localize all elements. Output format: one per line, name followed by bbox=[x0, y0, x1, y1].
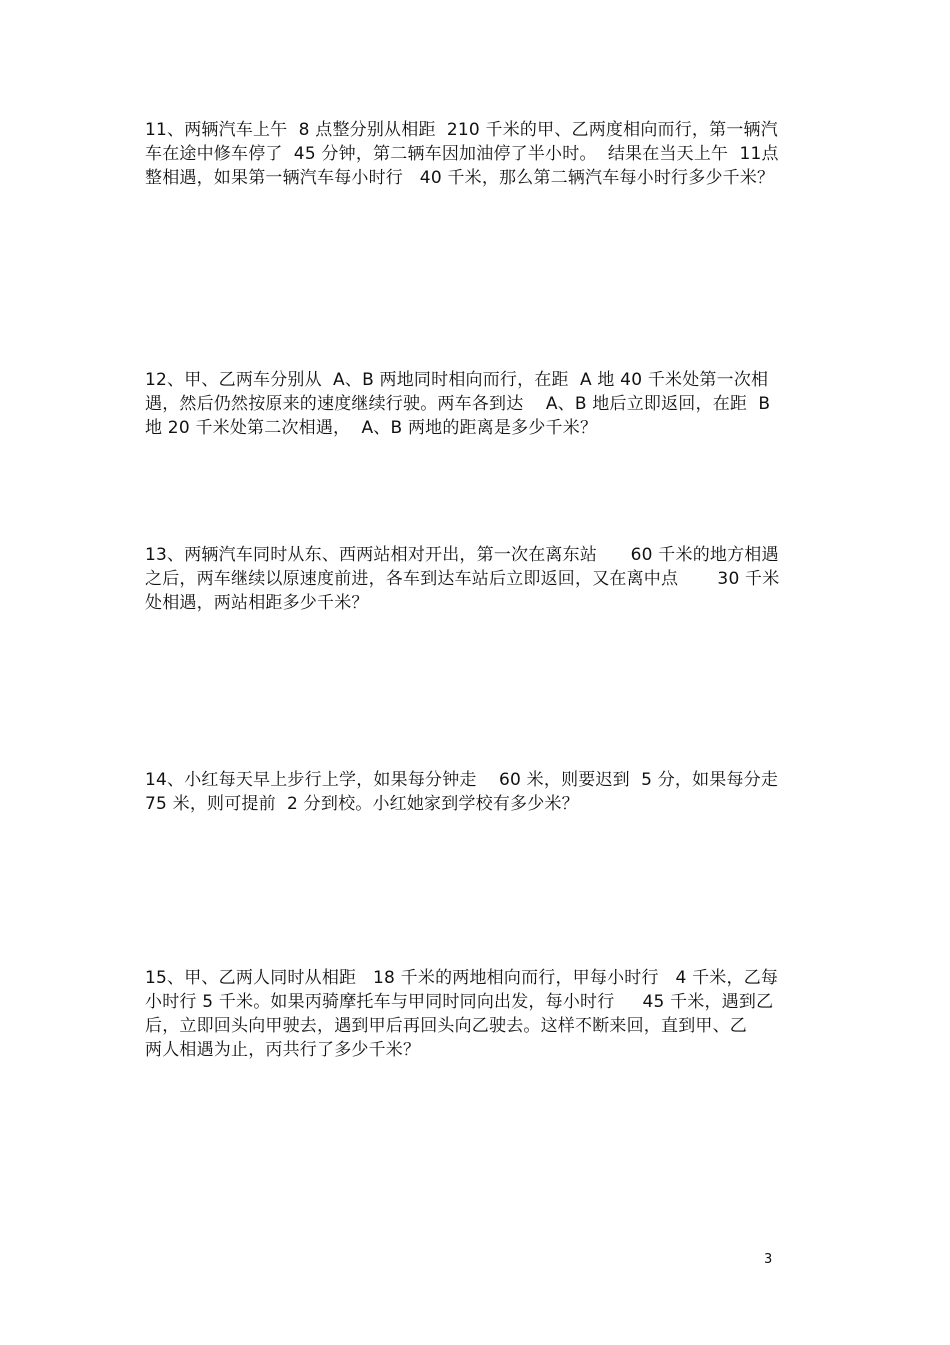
problem-15-line-4: 两人相遇为止，丙共行了多少千米？ bbox=[145, 1040, 421, 1060]
problem-15-line-3: 后，立即回头向甲驶去，遇到甲后再回头向乙驶去。这样不断来回，直到甲、乙 bbox=[145, 1016, 747, 1036]
problem-11-line-2: 车在途中修车停了 45 分钟，第二辆车因加油停了半小时。 结果在当天上午 11点 bbox=[145, 144, 779, 164]
problem-13-line-2: 之后，两车继续以原速度前进，各车到达车站后立即返回，又在离中点 30 千米 bbox=[145, 569, 780, 589]
problem-15 bbox=[145, 966, 815, 1062]
page-number: 3 bbox=[764, 1252, 773, 1267]
problem-11-line-3: 整相遇，如果第一辆汽车每小时行 40 千米，那么第二辆汽车每小时行多少千米？ bbox=[145, 168, 775, 188]
problem-12-line-1: 12、甲、乙两车分别从 A、B 两地同时相向而行，在距 A 地 40 千米处第一次相 bbox=[145, 370, 769, 390]
problem-15-line-2: 小时行 5 千米。如果丙骑摩托车与甲同时同向出发，每小时行 45 千米，遇到乙 bbox=[145, 992, 774, 1012]
problem-13-line-3: 处相遇，两站相距多少千米？ bbox=[145, 593, 369, 613]
problem-14 bbox=[145, 768, 815, 816]
problem-11-line-1: 11、两辆汽车上午 8 点整分别从相距 210 千米的甲、乙两度相向而行，第一辆汽 bbox=[145, 120, 778, 140]
problem-13 bbox=[145, 543, 815, 615]
problem-12-line-2: 遇，然后仍然按原来的速度继续行驶。两车各到达 A、B 地后立即返回，在距 B bbox=[145, 394, 771, 414]
problem-12 bbox=[145, 368, 815, 440]
problem-11 bbox=[145, 118, 815, 190]
problem-14-line-1: 14、小红每天早上步行上学，如果每分钟走 60 米，则要迟到 5 分，如果每分走 bbox=[145, 770, 779, 790]
problem-15-line-1: 15、甲、乙两人同时从相距 18 千米的两地相向而行，甲每小时行 4 千米，乙每 bbox=[145, 968, 779, 988]
problem-14-line-2: 75 米，则可提前 2 分到校。小红她家到学校有多少米？ bbox=[145, 794, 579, 814]
problem-13-line-1: 13、两辆汽车同时从东、西两站相对开出，第一次在离东站 60 千米的地方相遇 bbox=[145, 545, 779, 565]
problem-12-line-3: 地 20 千米处第二次相遇， A、B 两地的距离是多少千米？ bbox=[145, 418, 598, 438]
